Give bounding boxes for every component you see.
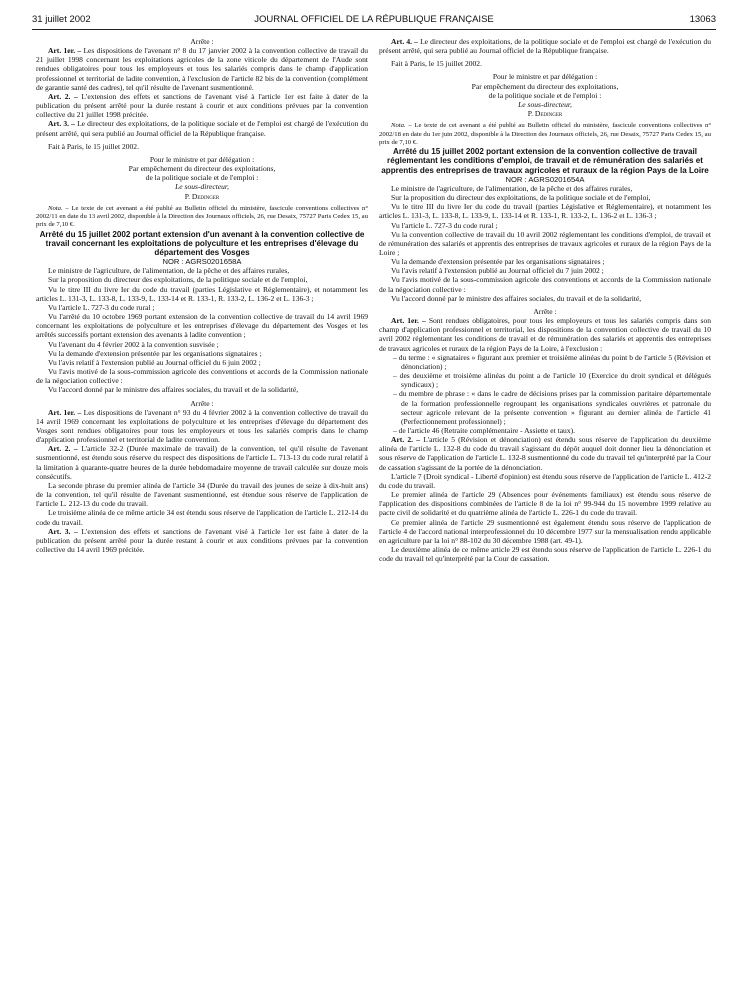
article-para: Ce premier alinéa de l'article 29 susmentionné est également étendu sous réserve de l'application de l'article 4 de l'accord national interprofessionnel du 10 décembre 1977 sur la mensualisation rendu applicable en agriculture par la loi n° 88-102 du 30 décembre 1988 (art. 49-1).: [379, 517, 711, 545]
article-2: [36, 444, 368, 481]
arrete-heading: Arrête :: [190, 398, 214, 408]
preamble-para: Vu la demande d'extension présentée par les organisations signataires ;: [391, 257, 605, 267]
exclusion-item: – du membre de phrase : « dans le cadre de décisions prises par la commission paritaire départementale de la formation professionnelle regroupant les organisations syndicales ouvrières et patronale du secteur agricole relevant de la présente convention » figurant au dernier alinéa de l'article 41 (Perfectionnement professionnel) ;: [393, 389, 711, 426]
article-para: Le deuxième alinéa de ce même article 29 est étendu sous réserve de l'application de l'article L. 226-1 du code du travail tel qu'interprété par la Cour de cassation.: [379, 545, 711, 564]
article-2: [379, 435, 711, 472]
preamble-para: Vu l'avis motivé de la sous-commission agricole des conventions et accords de la Commission nationale de la négociation collective :: [379, 275, 711, 294]
preamble-para: Vu la convention collective de travail du 10 avril 2002 réglementant les conditions d'emploi, de travail et de rémunération des salariés et apprentis des entreprises de travaux agricoles et ruraux de la région Pays de la Loire ;: [379, 229, 711, 257]
article-label: Art. 1er. –: [48, 407, 82, 417]
preamble-para: Vu le titre III du livre Ier du code du travail (parties Législative et Réglementaire), et notamment les articles L. 131-3, L. 133-8, L. 133-9, L. 133-14 et R. 133-1, R. 133-2, L. 136-2 et L. 136-3 ;: [379, 202, 711, 221]
preamble-para: Vu l'arrêté du 10 octobre 1969 portant extension de la convention collective de travail du 14 avril 1969 concernant les exploitations de polyculture et les entreprises d'élevage du département des Vosges et les arrêtés successifs portant extension des avenants à ladite convention ;: [36, 312, 368, 340]
nor-reference: NOR : AGRS0201658A: [162, 257, 242, 267]
article-para: Le premier alinéa de l'article 29 (Absences pour événements familiaux) est étendu sous réserve de l'application des dispositions combinées de l'article 8 de la loi n° 99-944 du 15 novembre 1999 relative au pacte civil de solidarité et du quatrième alinéa de l'article L. 226-1 du code du travail.: [379, 490, 711, 518]
nota-label: Nota. –: [391, 122, 412, 130]
right-column: [379, 37, 711, 563]
article-3: [36, 119, 368, 137]
signature-name: P. Dedinger: [527, 109, 563, 119]
article-para: L'article 7 (Droit syndical - Liberté d'opinion) est étendu sous réserve de l'application de l'article L. 412-2 du code du travail.: [379, 471, 711, 490]
preamble-para: Vu l'accord donné par le ministre des affaires sociales, du travail et de la solidarité,: [48, 385, 299, 395]
exclusion-item: – de l'article 46 (Retraite complémentaire - Assiette et taux).: [393, 425, 575, 435]
preamble-para: Vu l'avenant du 4 février 2002 à la convention susvisée ;: [48, 339, 219, 349]
article-label: Art. 2. –: [391, 435, 421, 445]
article-1: [379, 316, 711, 353]
signature-role-text: Le sous-directeur,: [175, 182, 229, 192]
preamble-para: Vu l'article L. 727-3 du code rural ;: [391, 220, 498, 230]
header-date: 31 juillet 2002: [32, 14, 91, 25]
article-label: Art. 1er. –: [48, 46, 82, 56]
exclusion-item: – des deuxième et troisième alinéas du point a de l'article 10 (Exercice du droit syndical et délégués syndicaux) ;: [393, 371, 711, 390]
nor-reference: NOR : AGRS0201654A: [505, 174, 585, 184]
article-para: La seconde phrase du premier alinéa de l'article 34 (Durée du travail des jeunes de seize à dix-huit ans) de la convention, tel qu'il résulte de l'avenant susmentionné, est étendue sous réserve de l'application de l'article L. 212-13 du code du travail.: [36, 480, 368, 509]
article-2: [36, 92, 368, 119]
signature-name: P. Dedinger: [184, 191, 220, 201]
signature-line: de la politique sociale et de l'emploi :: [488, 90, 602, 100]
preamble-para: Le ministre de l'agriculture, de l'alimentation, de la pêche et des affaires rurales,: [48, 266, 290, 276]
nota: [379, 122, 711, 147]
preamble-para: Vu le titre III du livre Ier du code du travail (parties Législative et Réglementaire), et notamment les articles L. 131-3, L. 133-8, L. 133-9, L. 133-14 et R. 133-1, R. 133-2, L. 136-2 et L. 136-3 ;: [36, 284, 368, 303]
signature-line: Pour le ministre et par délégation :: [149, 154, 255, 164]
left-column: [36, 37, 368, 554]
article-3: [36, 527, 368, 554]
page-header: [32, 14, 716, 28]
article-label: Art. 1er. –: [391, 316, 426, 326]
article-text: L'extension des effets et sanctions de l'avenant visé à l'article 1er est faite à dater de la publication du présent arrêté pour la durée restant à courir et aux conditions prévues par la convention collective du 14 avril 1969 précitée.: [36, 526, 368, 554]
journal-title: JOURNAL OFFICIEL DE LA RÉPUBLIQUE FRANÇAISE: [254, 14, 494, 25]
fait-line: Fait à Paris, le 15 juillet 2002.: [391, 59, 482, 69]
article-text: Les dispositions de l'avenant n° 93 du 4 février 2002 à la convention collective de travail du 14 avril 1969 concernant les exploitations de polyculture et les entreprises d'élevage du département des Vosges sont rendues obligatoires pour tous les employeurs et tous les salariés compris dans le champ d'application professionnel et territorial de ladite convention.: [36, 407, 368, 445]
header-rule: [32, 29, 716, 30]
article-4: [379, 37, 711, 55]
signature-role: [36, 182, 368, 191]
article-1: [36, 408, 368, 445]
arrete-heading: Arrête :: [533, 306, 557, 316]
signature-role: [379, 100, 711, 109]
article-text: L'article 5 (Révision et dénonciation) est étendu sous réserve de l'application du deuxième alinéa de l'article L. 132-8 du code du travail s'agissant du dépôt auquel doit donner lieu la dénonciation et sous réserve de l'application de l'article L. 132-8 susmentionné du code du travail tel qu'interprété par la Cour de cassation s'agissant de la portée de la dénonciation.: [379, 435, 711, 472]
preamble-para: Vu l'avis motivé de la sous-commission agricole des conventions et accords de la Commission nationale de la négociation collective :: [36, 367, 368, 386]
preamble-para: Sur la proposition du directeur des exploitations, de la politique sociale et de l'emploi,: [391, 193, 651, 203]
preamble-para: Le ministre de l'agriculture, de l'alimentation, de la pêche et des affaires rurales,: [391, 183, 633, 193]
article-text: Le directeur des exploitations, de la politique sociale et de l'emploi est chargé de l'exécution du présent arrêté, qui sera publié au Journal officiel de la République française.: [379, 37, 711, 56]
article-text: Le directeur des exploitations, de la politique sociale et de l'emploi est chargé de l'exécution du présent arrêté, qui sera publié au Journal officiel de la République française.: [36, 119, 368, 138]
article-label: Art. 3. –: [48, 119, 75, 129]
preamble-para: Sur la proposition du directeur des exploitations, de la politique sociale et de l'emploi,: [48, 275, 308, 285]
signature-line: Par empêchement du directeur des exploitations,: [471, 81, 619, 91]
signature-line: de la politique sociale et de l'emploi :: [145, 173, 259, 183]
exclusion-item: – du terme : « signataires » figurant aux premier et troisième alinéas du point b de l'article 5 (Révision et dénonciation) ;: [393, 352, 711, 371]
arrete-heading: Arrête :: [190, 37, 214, 46]
article-text: L'extension des effets et sanctions de l'avenant visé à l'article 1er est faite à dater de la publication du présent arrêté pour la durée restant à courir et aux conditions prévues par la convention collective du 21 juillet 1998 précitée.: [36, 91, 368, 120]
article-1: [36, 46, 368, 92]
preamble-para: Vu la demande d'extension présentée par les organisations signataires ;: [48, 348, 262, 358]
article-text: L'article 32-2 (Durée maximale de travail) de la convention, tel qu'il résulte de l'avenant susmentionné, est étendu sous réserve du respect des dispositions de l'article L. 713-13 du code rural relatif à la limitation à quarante-quatre heures de la durée hebdomadaire moyenne de travail calculée sur douze mois consécutifs.: [36, 444, 368, 481]
preamble-para: Vu l'avis relatif à l'extension publié au Journal officiel du 7 juin 2002 ;: [391, 266, 604, 276]
nota: [36, 205, 368, 230]
preamble-para: Vu l'article L. 727-3 du code rural ;: [48, 302, 155, 312]
decree-title: Arrêté du 15 juillet 2002 portant extension de la convention collective de travail réglementant les conditions d'emploi, de travail et de rémunération des salariés et apprentis des entreprises de travaux agricoles et ruraux de la région Pays de la Loire: [381, 147, 709, 175]
article-text: Les dispositions de l'avenant n° 8 du 17 janvier 2002 à la convention collective de travail du 21 juillet 1998 concernant les exploitations agricoles de la zone viticole du département de l'Aude sont rendues obligatoires pour tous les employeurs et tous les salariés compris dans le champ d'application professionnel et territorial de ladite convention, à l'exclusion de l'article 82 bis de la convention (complément de garantie santé des cadres), tel qu'il résulte de l'avenant susmentionné.: [36, 46, 368, 92]
article-para: Le troisième alinéa de ce même article 34 est étendu sous réserve de l'application de l'article L. 212-14 du code du travail.: [36, 508, 368, 527]
signature-line: Pour le ministre et par délégation :: [492, 72, 598, 82]
preamble-para: Vu l'accord donné par le ministre des affaires sociales, du travail et de la solidarité,: [391, 293, 642, 303]
signature-role-text: Le sous-directeur,: [518, 99, 572, 109]
decree-title: Arrêté du 15 juillet 2002 portant extension d'un avenant à la convention collective de travail concernant les exploitations de polyculture et les entreprises d'élevage du département des Vosges: [39, 229, 365, 257]
nota-text: Le texte de cet avenant a été publié au Bulletin officiel du ministère, fascicule conventions collectives n° 2002/11 en date du 13 avril 2002, disponible à la Direction des Journaux officiels, 26, rue Desaix, 75727 Paris Cedex 15, au prix de 7,10 €.: [36, 204, 368, 229]
article-text: Sont rendues obligatoires, pour tous les employeurs et tous les salariés compris dans son champ d'application professionnel et territorial, les dispositions de la convention collective de travail du 10 avril 2002 réglementant les conditions de travail et de rémunération des salariés et apprentis des entreprises de travaux agricoles et ruraux de la région Pays de la Loire, à l'exclusion :: [379, 316, 711, 353]
preamble-para: Vu l'avis relatif à l'extension publié au Journal officiel du 6 juin 2002 ;: [48, 357, 261, 367]
article-label: Art. 2. –: [48, 444, 78, 454]
page-number: 13063: [689, 14, 716, 25]
nota-text: Le texte de cet avenant a été publié au Bulletin officiel du ministère, fascicule conventions collectives n° 2002/18 en date du 1er juin 2002, disponible à la Direction des Journaux officiels, 26, rue Desaix, 75727 Paris Cedex 15, au prix de 7,10 €.: [379, 122, 711, 146]
article-label: Art. 2. –: [48, 91, 78, 101]
nota-label: Nota. –: [48, 204, 69, 212]
fait-line: Fait à Paris, le 15 juillet 2002.: [48, 141, 139, 151]
signature-line: Par empêchement du directeur des exploitations,: [128, 164, 276, 174]
article-label: Art. 3. –: [48, 526, 78, 536]
article-label: Art. 4. –: [391, 37, 418, 46]
